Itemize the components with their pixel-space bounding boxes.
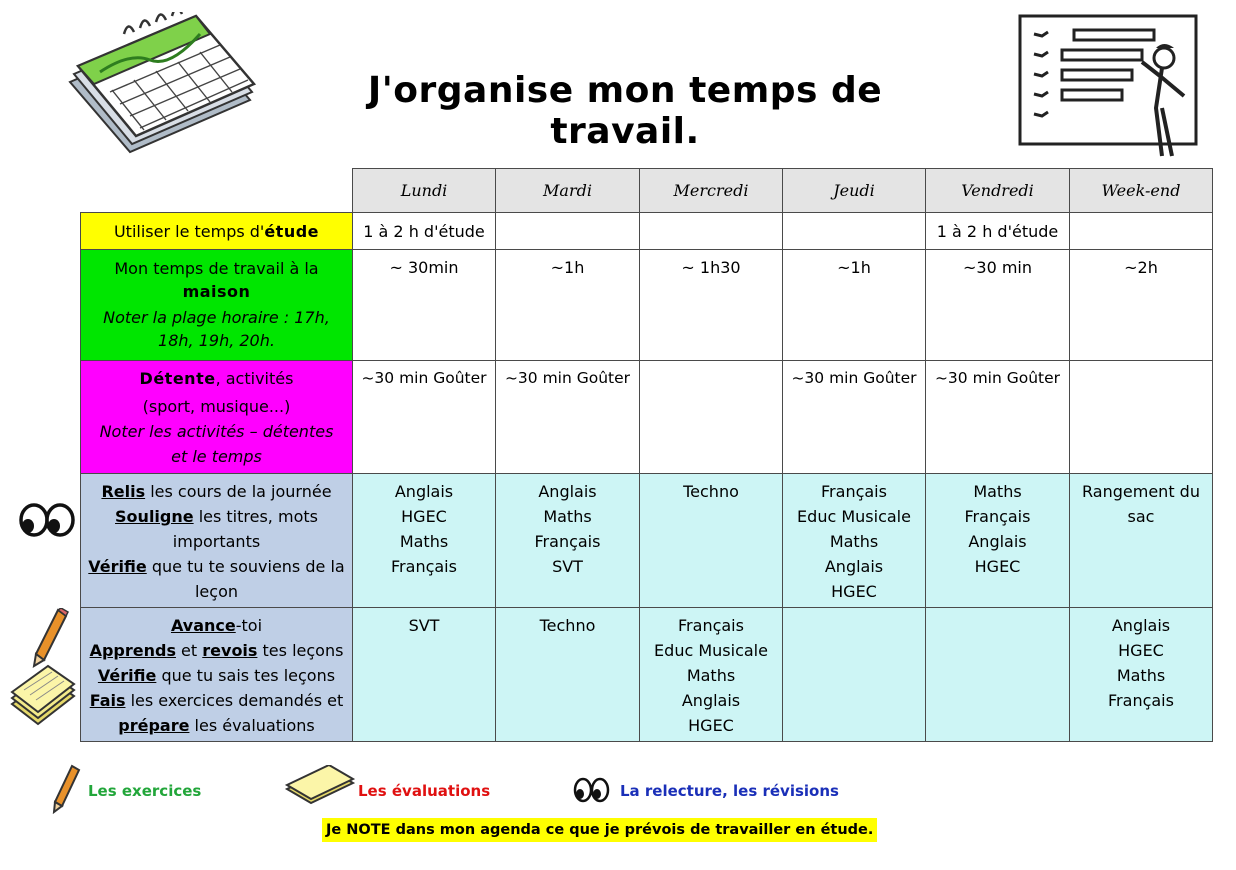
agenda-note: Je NOTE dans mon agenda ce que je prévois de travailler en étude. (322, 818, 877, 842)
cell-etude-mercredi (640, 213, 783, 250)
days-header-row (81, 169, 1213, 213)
cell-maison-vendredi: ~30 min (926, 250, 1070, 361)
row-maison (81, 250, 1213, 361)
legend-paper-stack-icon (285, 765, 355, 807)
row-avance (81, 608, 1213, 742)
day-header-lundi: Lundi (353, 169, 496, 213)
cell-detente-mercredi (640, 361, 783, 474)
legend-eyes-icon (573, 776, 611, 804)
cell-avance-lundi: SVT (353, 608, 496, 742)
row-relis (81, 474, 1213, 608)
cell-etude-jeudi (783, 213, 926, 250)
calendar-icon (60, 12, 260, 157)
paper-stack-icon (8, 664, 78, 734)
legend-evaluations: Les évaluations (358, 782, 491, 800)
cell-relis-vendredi: Maths Français Anglais HGEC (926, 474, 1070, 608)
cell-detente-weekend (1070, 361, 1213, 474)
cell-avance-mardi: Techno (496, 608, 640, 742)
legend-pencil-icon (50, 764, 82, 814)
page-title: J'organise mon temps de travail. (367, 70, 883, 152)
cell-maison-mardi: ~1h (496, 250, 640, 361)
row-etude (81, 213, 1213, 250)
day-header-mardi: Mardi (496, 169, 640, 213)
row-detente (81, 361, 1213, 474)
cell-etude-vendredi: 1 à 2 h d'étude (926, 213, 1070, 250)
header-corner (81, 169, 353, 213)
cell-relis-mardi: Anglais Maths Français SVT (496, 474, 640, 608)
day-header-vendredi: Vendredi (926, 169, 1070, 213)
cell-etude-lundi: 1 à 2 h d'étude (353, 213, 496, 250)
cell-maison-weekend: ~2h (1070, 250, 1213, 361)
row-label-detente: Détente, activités (sport, musique...) Noter les activités – détentes et le temps (81, 361, 353, 474)
cell-avance-vendredi (926, 608, 1070, 742)
cell-avance-mercredi: Français Educ Musicale Maths Anglais HGEC (640, 608, 783, 742)
legend-exercices: Les exercices (88, 782, 202, 800)
pencil-icon (30, 608, 70, 668)
cell-etude-weekend (1070, 213, 1213, 250)
cell-relis-lundi: Anglais HGEC Maths Français (353, 474, 496, 608)
cell-maison-jeudi: ~1h (783, 250, 926, 361)
cell-maison-mercredi: ~ 1h30 (640, 250, 783, 361)
cell-detente-jeudi: ~30 min Goûter (783, 361, 926, 474)
legend-relecture: La relecture, les révisions (620, 782, 839, 800)
cell-maison-lundi: ~ 30min (353, 250, 496, 361)
cell-avance-jeudi (783, 608, 926, 742)
row-label-avance: Avance-toi Apprends et revois tes leçons Vérifie que tu sais tes leçons Fais les exercices demandés et prépare les évaluations (81, 608, 353, 742)
row-label-maison: Mon temps de travail à la maison Noter la plage horaire : 17h, 18h, 19h, 20h. (81, 250, 353, 361)
day-header-jeudi: Jeudi (783, 169, 926, 213)
cell-etude-mardi (496, 213, 640, 250)
cell-relis-weekend: Rangement du sac (1070, 474, 1213, 608)
schedule-table (80, 168, 1213, 742)
cell-detente-vendredi: ~30 min Goûter (926, 361, 1070, 474)
cell-relis-jeudi: Français Educ Musicale Maths Anglais HGEC (783, 474, 926, 608)
eyes-icon (18, 500, 76, 540)
day-header-mercredi: Mercredi (640, 169, 783, 213)
presentation-board-icon (1012, 10, 1207, 165)
cell-detente-lundi: ~30 min Goûter (353, 361, 496, 474)
row-label-relis: Relis les cours de la journée Souligne les titres, mots importants Vérifie que tu te souviens de la leçon (81, 474, 353, 608)
day-header-weekend: Week-end (1070, 169, 1213, 213)
cell-detente-mardi: ~30 min Goûter (496, 361, 640, 474)
cell-relis-mercredi: Techno (640, 474, 783, 608)
row-label-etude: Utiliser le temps d'étude (81, 213, 353, 250)
cell-avance-weekend: Anglais HGEC Maths Français (1070, 608, 1213, 742)
